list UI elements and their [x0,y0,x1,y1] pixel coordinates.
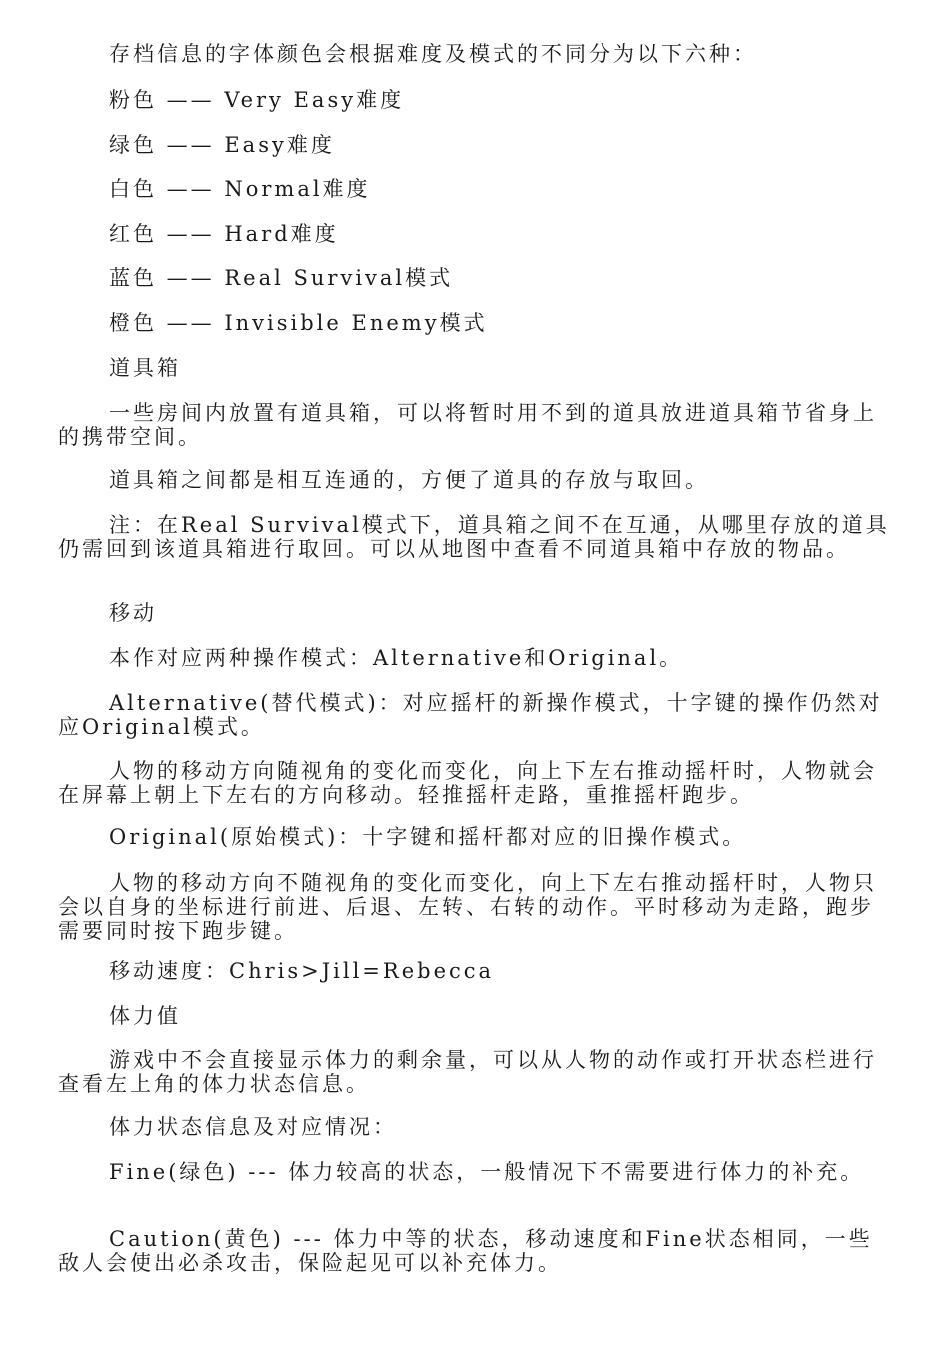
green-easy-line: 绿色 —— Easy难度 [109,133,335,157]
fine-status-paragraph: Fine(绿色) --- 体力较高的状态，一般情况下不需要进行体力的补充。 [109,1160,865,1184]
red-hard-line: 红色 —— Hard难度 [109,222,339,246]
item-box-paragraph-2: 道具箱之间都是相互连通的，方便了道具的存放与取回。 [109,468,709,492]
white-normal-line: 白色 —— Normal难度 [109,177,371,201]
original-detail-paragraph: 人物的移动方向不随视角的变化而变化，向上下左右推动摇杆时，人物只会以自身的坐标进行前进、后退、左转、右转的动作。平时移动为走路，跑步需要同时按下跑步键。 [58,871,877,943]
stamina-heading: 体力值 [109,1004,181,1028]
movement-heading: 移动 [109,601,157,625]
movement-speed-line: 移动速度：Chris>Jill=Rebecca [109,959,495,983]
item-box-heading: 道具箱 [109,356,181,380]
blue-real-survival-line: 蓝色 —— Real Survival模式 [109,266,454,290]
orange-invisible-enemy-line: 橙色 —— Invisible Enemy模式 [109,311,488,335]
stamina-status-intro: 体力状态信息及对应情况： [109,1115,397,1139]
pink-very-easy-line: 粉色 —— Very Easy难度 [109,88,405,112]
alternative-detail-paragraph: 人物的移动方向随视角的变化而变化，向上下左右推动摇杆时，人物就会在屏幕上朝上下左右的方向移动。轻推摇杆走路，重推摇杆跑步。 [58,759,877,807]
alternative-mode-paragraph: Alternative(替代模式)：对应摇杆的新操作模式，十字键的操作仍然对应Original模式。 [58,691,883,739]
color-intro-paragraph: 存档信息的字体颜色会根据难度及模式的不同分为以下六种： [109,42,757,66]
caution-status-paragraph: Caution(黄色) --- 体力中等的状态，移动速度和Fine状态相同，一些敌人会使出必杀攻击，保险起见可以补充体力。 [58,1227,873,1275]
original-mode-paragraph: Original(原始模式)：十字键和摇杆都对应的旧操作模式。 [109,825,747,849]
stamina-paragraph: 游戏中不会直接显示体力的剩余量，可以从人物的动作或打开状态栏进行查看左上角的体力状态信息。 [58,1048,877,1096]
item-box-paragraph-1: 一些房间内放置有道具箱，可以将暂时用不到的道具放进道具箱节省身上的携带空间。 [58,401,877,449]
item-box-note-paragraph: 注：在Real Survival模式下，道具箱之间不在互通，从哪里存放的道具仍需回到该道具箱进行取回。可以从地图中查看不同道具箱中存放的物品。 [58,513,890,561]
control-modes-paragraph: 本作对应两种操作模式：Alternative和Original。 [109,646,684,670]
